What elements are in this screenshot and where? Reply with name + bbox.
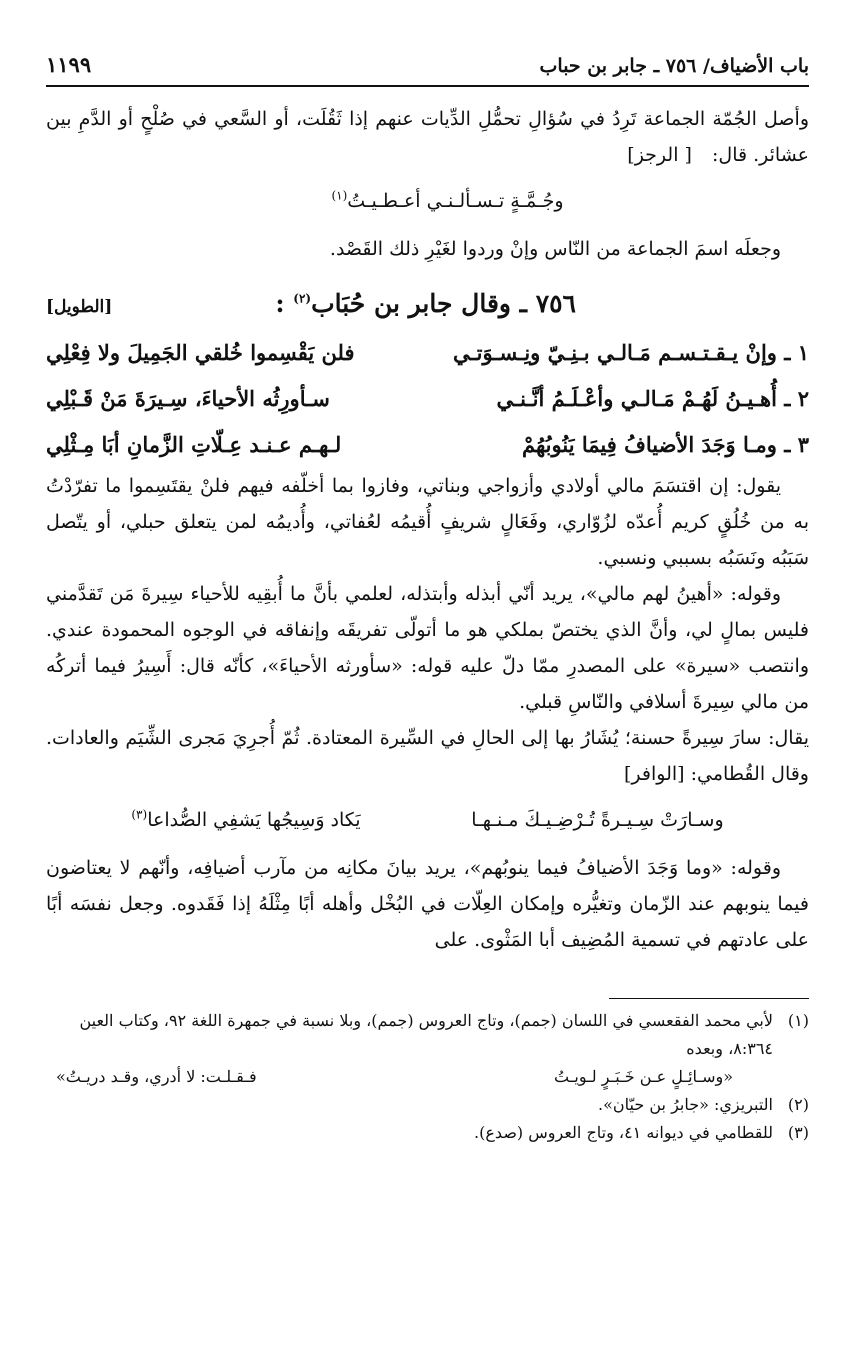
footnote-number: (٣)	[787, 1123, 809, 1142]
meter-label-wafir: [الوافر]	[624, 763, 685, 785]
page-number: ١١٩٩	[46, 52, 92, 77]
footnote-verse-first: «وسـائِـلٍ عـن خَـبَـرٍ لـويـتُ	[553, 1067, 733, 1086]
footnote-text: للقطامي في ديوانه ٤١، وتاج العروس (صدع).	[474, 1123, 773, 1142]
verse-first-hemistich: ٣ ـ ومـا وَجَدَ الأضيافُ فِيمَا يَنُوبُهُمْ	[522, 432, 809, 457]
quoted-verse	[76, 796, 779, 844]
footnote-divider	[609, 998, 809, 999]
verse-first-hemistich: ١ ـ وإنْ يـقـتـسـم مَـالـي بـنِـيّ ونِـسـوَتـي	[452, 340, 809, 365]
quoted-verse-first: وسـارَتْ سِـيـرةً تُـرْضِـيـكَ مـنـهـا	[471, 809, 724, 831]
intro-paragraph	[46, 101, 809, 173]
footnote-body	[46, 1007, 773, 1091]
entry-title-text: ٧٥٦ ـ وقال جابر بن حُبَاب	[311, 289, 576, 318]
verse-line	[46, 422, 809, 468]
intro-paragraph-2: وجعلَه اسمَ الجماعة من النّاس وإنْ وردوا لغَيْرِ ذلك القَصْد.	[329, 238, 781, 260]
entry-heading	[46, 289, 809, 318]
footnote-number: (١)	[787, 1011, 809, 1030]
commentary-paragraph-1: يقول: إن اقتسَمَ مالي أولادي وأزواجي وبناتي، وفازوا بما أخلّفه فيهم فلنْ يقتَسِموا ما تفرّدْتُ به من خُلُقٍ كريم أُعدّه لزُوّاري، وفَعَالٍ شريفٍ أُقيمُه لعُفاتي، وأُديمُه لمن يتعلق حبلي، أو يتّصل سَبَبُه ونَسَبُه بسببي ونسبي.	[46, 475, 809, 569]
quoted-verse-second-wrap	[131, 796, 360, 844]
meter-label-rajaz: [ الرجز]	[627, 144, 692, 166]
footnote-item	[46, 1007, 809, 1091]
entry-title-colon: :	[275, 289, 285, 318]
poem	[46, 330, 809, 468]
verse-second-hemistich: فلن يَقْسِموا خُلقي الجَمِيلَ ولا فِعْلِي	[46, 340, 355, 365]
footnote-text: لأبي محمد الفقعسي في اللسان (جمم)، وتاج العروس (جمم)، وبلا نسبة في جمهرة اللغة ٩٢، وكتاب العين ٨:٣٦٤، وبعده	[79, 1011, 773, 1058]
footnote-verse-second: فـقـلـت: لا أدري، وقـد دريـتُ»	[56, 1067, 257, 1086]
running-header	[46, 52, 809, 87]
footnote-item	[46, 1091, 809, 1119]
footnote-number: (٢)	[787, 1095, 809, 1114]
rajaz-half-verse	[46, 177, 809, 225]
verse-first-hemistich: ٢ ـ أُهـيـنُ لَهُـمْ مَـالـي وأعْـلَـمُ أنَّـنـي	[496, 386, 809, 411]
footnote-ref-2: (٢)	[293, 291, 312, 306]
verse-second-hemistich: لـهـم عـنـد عِـلّاتِ الزَّمانِ أبَا مِـثْلِي	[46, 432, 342, 457]
entry-title	[112, 289, 809, 318]
commentary-text: يقال: سارَ سِيرةً حسنة؛ يُشَارُ بها إلى الحالِ في السِّيرة المعتادة. ثُمّ أُجرِيَ مَجرى الشِّيَم والعادات. وقال القُطامي:	[46, 727, 809, 785]
footnote-ref-1: (١)	[331, 188, 348, 203]
half-verse-text: وجُـمَّـةٍ تـسـألـنـي أعـطـيـتُ	[347, 190, 564, 212]
footnote-ref-3: (٣)	[131, 807, 148, 822]
commentary-paragraph-3	[46, 720, 809, 792]
footnote-text: التبريزي: «جابرُ بن حيّان».	[598, 1095, 773, 1114]
intro-text: وأصل الجُمّة الجماعة تَرِدُ في سُؤالِ تحمُّلِ الدِّيات عنهم إذا ثَقُلَت، أو السَّعي في صُلْحٍ أو الدَّمِ بين عشائر. قال:	[46, 108, 809, 166]
verse-line	[46, 330, 809, 376]
chapter-title: باب الأضياف/ ٧٥٦ ـ جابر بن حباب	[539, 55, 809, 77]
quoted-verse-second: يَكاد وَسِيجُها يَشفِي الصُّداعا	[147, 809, 361, 831]
commentary-paragraph-4: وقوله: «وما وَجَدَ الأضيافُ فيما ينوبُهم»، يريد بيانَ مكانِه من مآرب أضيافِه، وأنّهم لا يعتاضون فيما ينوبهم عند الزّمان وتغيُّره وإمكان العِلّات في البُخْل وأهله أبًا مِثْلَهُ إذا فَقَدوه. وجعل نفسَه أبًا على عادتهم في تسمية المُضِيف أبا المَثْوى. على	[46, 857, 809, 951]
footnotes	[46, 1007, 809, 1147]
verse-second-hemistich: سـأورِثُه الأحياءَ، سِـيرَةَ مَنْ قَـبْلِي	[46, 386, 330, 411]
footnote-item	[46, 1119, 809, 1147]
verse-line	[46, 376, 809, 422]
commentary-paragraph-2: وقوله: «أهينُ لهم مالي»، يريد أنّي أبذله وأبتذله، لعلمي بأنَّ ما أُبقِيه للأحياء سِيرةَ مَن تَقدَّمني فليس بمالٍ لي، وأنَّ الذي يختصّ بملكي هو ما أتولّى تفريقَه وإنفاقه في الوجوه المحمودة عندي. وانتصب «سيرة» على المصدرِ ممّا دلّ عليه قوله: «سأورثه الأحياءَ»، كأنّه قال: أَسِيرُ فيما أتركُه من مالي سِيرةَ أسلافي والنّاسِ قبلي.	[46, 583, 809, 713]
footnote-verse	[46, 1063, 773, 1091]
meter-label-tawil: [الطويل]	[46, 297, 113, 317]
